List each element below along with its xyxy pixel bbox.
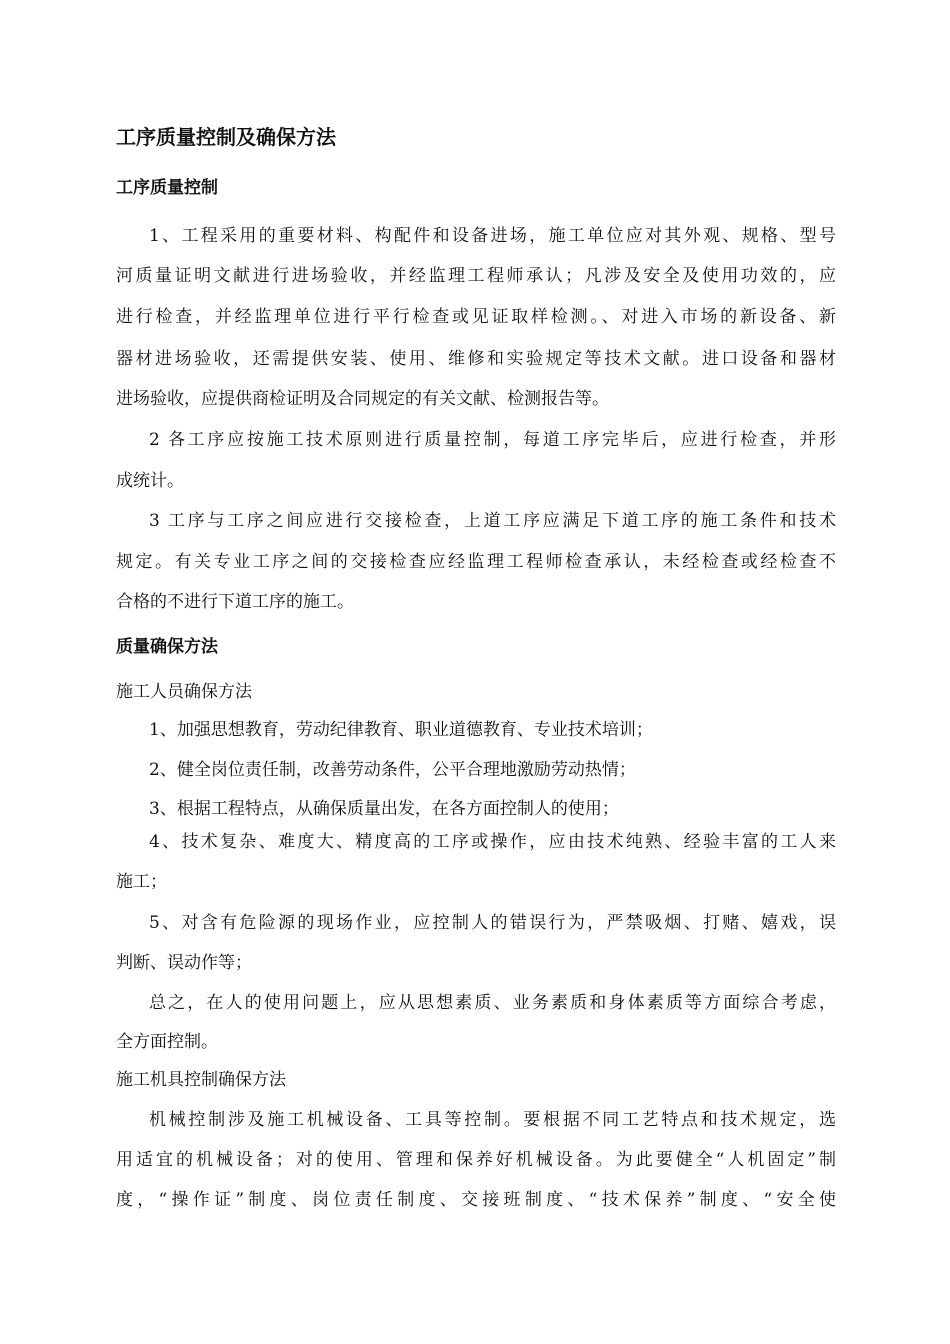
list-item: 4、技术复杂、难度大、精度高的工序或操作，应由技术纯熟、经验丰富的工人来 <box>149 832 836 852</box>
paragraph-line: 成统计。 <box>116 471 184 491</box>
paragraph-line: 河质量证明文献进行进场验收，并经监理工程师承认；凡涉及安全及使用功效的，应 <box>116 266 836 286</box>
paragraph-line: 合格的不进行下道工序的施工。 <box>116 592 354 612</box>
list-item: 3、根据工程特点，从确保质量出发，在各方面控制人的使用； <box>149 799 619 819</box>
list-item: 5、对含有危险源的现场作业，应控制人的错误行为，严禁吸烟、打赌、嬉戏，误 <box>149 913 836 933</box>
section-heading-quality-assurance: 质量确保方法 <box>116 637 218 657</box>
paragraph-line: 3 工序与工序之间应进行交接检查，上道工序应满足下道工序的施工条件和技术 <box>149 511 836 531</box>
section-heading-process-quality: 工序质量控制 <box>116 178 218 198</box>
list-item-continuation: 施工； <box>116 872 167 892</box>
paragraph-line: 度，“操作证”制度、岗位责任制度、交接班制度、“技术保养”制度、“安全使 <box>116 1190 836 1210</box>
list-item: 1、加强思想教育，劳动纪律教育、职业道德教育、专业技术培训； <box>149 720 653 740</box>
subsection-title-personnel: 施工人员确保方法 <box>116 682 252 702</box>
paragraph-line: 1、工程采用的重要材料、构配件和设备进场，施工单位应对其外观、规格、型号 <box>149 226 836 246</box>
paragraph-line: 2 各工序应按施工技术原则进行质量控制，每道工序完毕后，应进行检查，并形 <box>149 430 836 450</box>
paragraph-line: 用适宜的机械设备；对的使用、管理和保养好机械设备。为此要健全“人机固定”制 <box>116 1150 836 1170</box>
paragraph-line: 进行检查，并经监理单位进行平行检查或见证取样检测。、对进入市场的新设备、新 <box>116 307 836 327</box>
summary-line: 全方面控制。 <box>116 1032 218 1052</box>
list-item-continuation: 判断、误动作等； <box>116 953 252 973</box>
list-item: 2、健全岗位责任制，改善劳动条件，公平合理地激励劳动热情； <box>149 760 636 780</box>
document-title: 工序质量控制及确保方法 <box>116 125 336 149</box>
paragraph-line: 规定。有关专业工序之间的交接检查应经监理工程师检查承认，未经检查或经检查不 <box>116 552 836 572</box>
subsection-title-machinery: 施工机具控制确保方法 <box>116 1070 286 1090</box>
paragraph-line: 器材进场验收，还需提供安装、使用、维修和实验规定等技术文献。进口设备和器材 <box>116 349 836 369</box>
summary-line: 总之，在人的使用问题上，应从思想素质、业务素质和身体素质等方面综合考虑， <box>149 993 836 1013</box>
paragraph-line: 进场验收，应提供商检证明及合同规定的有关文献、检测报告等。 <box>116 389 609 409</box>
paragraph-line: 机械控制涉及施工机械设备、工具等控制。要根据不同工艺特点和技术规定，选 <box>149 1110 836 1130</box>
